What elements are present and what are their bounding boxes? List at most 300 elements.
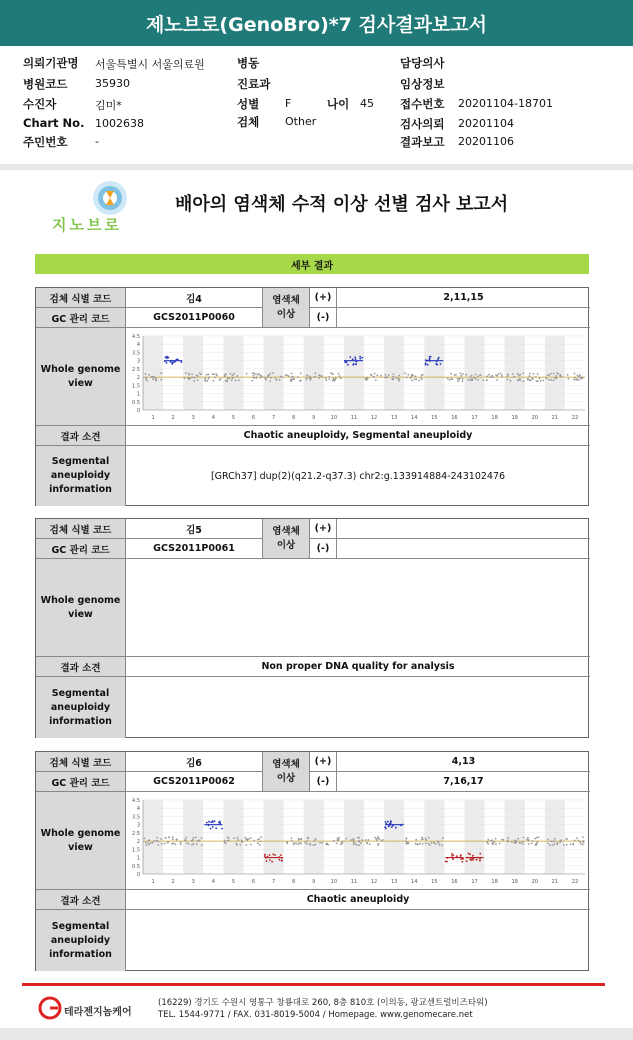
x-tick-label: 17 <box>471 878 478 885</box>
copy-number-point <box>272 372 274 374</box>
copy-number-point <box>415 838 417 840</box>
copy-number-point <box>261 375 263 377</box>
copy-number-point <box>272 853 274 855</box>
copy-number-point <box>344 361 346 363</box>
copy-number-point <box>408 842 410 844</box>
copy-number-point <box>358 836 360 838</box>
copy-number-point <box>507 839 509 841</box>
copy-number-point <box>226 840 228 842</box>
copy-number-point <box>529 372 531 374</box>
copy-number-point <box>523 843 525 845</box>
chromosome-band <box>304 800 324 874</box>
copy-number-point <box>548 374 550 376</box>
x-tick-label: 8 <box>292 414 296 421</box>
segmental-label-line2: aneuploidy <box>50 701 111 713</box>
chromosome-abnormality-label-line1: 염색체 <box>272 758 300 770</box>
copy-number-point <box>291 380 293 382</box>
copy-number-point <box>491 374 493 376</box>
copy-number-point <box>333 840 335 842</box>
chart-no-value: 1002638 <box>95 117 144 130</box>
copy-number-point <box>487 838 489 840</box>
copy-number-point <box>395 376 397 378</box>
copy-number-point <box>455 374 457 376</box>
copy-number-point <box>439 843 441 845</box>
copy-number-point <box>264 853 266 855</box>
report-date-value: 20201106 <box>458 135 514 148</box>
copy-number-point <box>425 842 427 844</box>
copy-number-point <box>518 379 520 381</box>
x-tick-label: 9 <box>312 414 316 421</box>
x-tick-label: 10 <box>330 414 338 421</box>
copy-number-point <box>270 376 272 378</box>
copy-number-point <box>440 363 442 365</box>
footer-contact: TEL. 1544-9771 / FAX. 031-8019-5004 / Homepage. www.genomecare.net <box>158 1010 473 1020</box>
copy-number-point <box>233 837 235 839</box>
copy-number-point <box>376 839 378 841</box>
section-label: 세부 결과 <box>290 260 334 272</box>
copy-number-point <box>150 842 152 844</box>
copy-number-point <box>468 852 470 854</box>
copy-number-point <box>510 379 512 381</box>
copy-number-point <box>361 356 363 358</box>
copy-number-point <box>260 836 262 838</box>
copy-number-point <box>487 840 489 842</box>
hospital-code-value: 35930 <box>95 77 130 90</box>
copy-number-point <box>476 858 478 860</box>
copy-number-point <box>548 378 550 380</box>
copy-number-point <box>309 375 311 377</box>
chromosome-band <box>344 336 364 410</box>
copy-number-point <box>148 843 150 845</box>
copy-number-point <box>529 375 531 377</box>
copy-number-point <box>471 379 473 381</box>
department-label: 진료과 <box>237 77 271 91</box>
copy-number-point <box>230 372 232 374</box>
copy-number-point <box>532 840 534 842</box>
copy-number-point <box>195 836 197 838</box>
specimen-label: 검체 <box>237 115 260 129</box>
copy-number-point <box>385 376 387 378</box>
copy-number-point <box>469 379 471 381</box>
copy-number-point <box>385 827 387 829</box>
copy-number-point <box>219 379 221 381</box>
copy-number-point <box>435 843 437 845</box>
copy-number-point <box>235 379 237 381</box>
x-tick-label: 1 <box>151 414 155 421</box>
copy-number-point <box>286 841 288 843</box>
copy-number-point <box>480 374 482 376</box>
report-title-bar <box>0 0 633 46</box>
copy-number-point <box>495 837 497 839</box>
copy-number-point <box>501 374 503 376</box>
copy-number-point <box>450 372 452 374</box>
specimen-id-label: 검체 식별 코드 <box>36 519 126 539</box>
copy-number-point <box>538 836 540 838</box>
copy-number-point <box>340 843 342 845</box>
finding-value: Non proper DNA quality for analysis <box>126 657 590 677</box>
copy-number-point <box>290 837 292 839</box>
copy-number-point <box>407 373 409 375</box>
copy-number-point <box>555 375 557 377</box>
gain-chromosomes <box>337 519 590 539</box>
copy-number-point <box>470 376 472 378</box>
whole-genome-label-line1: Whole genome <box>40 594 121 606</box>
segmental-value <box>126 910 590 971</box>
copy-number-point <box>171 363 173 365</box>
institution-label: 의뢰기관명 <box>23 56 79 70</box>
copy-number-point <box>421 378 423 380</box>
copy-number-point <box>540 379 542 381</box>
copy-number-point <box>338 836 340 838</box>
segmental-label <box>36 446 126 506</box>
copy-number-point <box>435 362 437 364</box>
copy-number-point <box>521 842 523 844</box>
copy-number-point <box>227 377 229 379</box>
copy-number-point <box>349 356 351 358</box>
chromosome-band <box>424 336 444 410</box>
copy-number-point <box>224 375 226 377</box>
x-tick-label: 6 <box>251 878 256 885</box>
copy-number-point <box>431 841 433 843</box>
institution-value: 서울특별시 서울의료원 <box>95 58 205 71</box>
x-tick-label: 15 <box>431 878 438 885</box>
copy-number-point <box>292 375 294 377</box>
copy-number-point <box>582 377 584 379</box>
copy-number-point <box>528 843 530 845</box>
x-tick-label: 1 <box>151 878 155 885</box>
doctor-label: 담당의사 <box>400 56 445 70</box>
finding-value: Chaotic aneuploidy, Segmental aneuploidy <box>126 426 590 446</box>
chromosome-abnormality-label <box>263 752 310 792</box>
copy-number-point <box>152 378 154 380</box>
copy-number-point <box>582 840 584 842</box>
finding-label: 결과 소견 <box>36 426 126 446</box>
copy-number-point <box>334 378 336 380</box>
copy-number-point <box>437 840 439 842</box>
copy-number-point <box>191 843 193 845</box>
chromosome-band <box>143 800 163 874</box>
copy-number-point <box>293 378 295 380</box>
copy-number-point <box>306 377 308 379</box>
x-tick-label: 19 <box>511 414 518 421</box>
copy-number-point <box>460 858 462 860</box>
copy-number-point <box>153 840 155 842</box>
copy-number-point <box>377 844 379 846</box>
copy-number-point <box>176 838 178 840</box>
copy-number-point <box>165 356 167 358</box>
specimen-value: Other <box>285 115 317 128</box>
copy-number-point <box>339 375 341 377</box>
copy-number-point <box>350 839 352 841</box>
copy-number-point <box>487 843 489 845</box>
y-tick-label: 4.5 <box>132 333 140 340</box>
segmental-label-line3: information <box>49 948 112 960</box>
x-tick-label: 11 <box>350 414 358 421</box>
copy-number-point <box>224 839 226 841</box>
copy-number-point <box>300 372 302 374</box>
copy-number-point <box>291 372 293 374</box>
copy-number-point <box>315 843 317 845</box>
chromosome-abnormality-label <box>263 288 310 328</box>
sample-panel <box>35 518 589 738</box>
copy-number-point <box>184 839 186 841</box>
copy-number-point <box>315 372 317 374</box>
copy-number-point <box>301 838 303 840</box>
chromosome-band <box>464 336 484 410</box>
y-tick-label: 0 <box>136 407 140 414</box>
copy-number-point <box>250 843 252 845</box>
copy-number-point <box>566 837 568 839</box>
copy-number-point <box>145 378 147 380</box>
copy-number-point <box>276 378 278 380</box>
x-tick-label: 3 <box>191 414 195 421</box>
copy-number-point <box>297 376 299 378</box>
copy-number-point <box>241 839 243 841</box>
copy-number-point <box>205 377 207 379</box>
copy-number-point <box>259 844 261 846</box>
resident-no-label: 주민번호 <box>23 135 68 149</box>
copy-number-point <box>493 841 495 843</box>
footer-address: (16229) 경기도 수원시 영통구 창룡대로 260, 8층 810호 (이의동, 광교센트럴비즈타워) <box>158 998 488 1008</box>
copy-number-point <box>365 839 367 841</box>
copy-number-point <box>269 380 271 382</box>
x-tick-label: 14 <box>411 878 418 885</box>
copy-number-point <box>188 372 190 374</box>
gain-label: (+) <box>310 752 337 772</box>
copy-number-point <box>462 380 464 382</box>
copy-number-point <box>507 378 509 380</box>
copy-number-point <box>208 377 210 379</box>
copy-number-point <box>161 842 163 844</box>
copy-number-point <box>281 859 283 861</box>
copy-number-point <box>244 836 246 838</box>
copy-number-point <box>221 827 223 829</box>
sample-panel <box>35 287 589 506</box>
x-tick-label: 7 <box>271 878 276 885</box>
copy-number-point <box>500 372 502 374</box>
copy-number-point <box>405 840 407 842</box>
x-tick-label: 2 <box>171 414 175 421</box>
copy-number-point <box>511 841 513 843</box>
copy-number-point <box>306 840 308 842</box>
segmental-label-line2: aneuploidy <box>50 934 111 946</box>
copy-number-point <box>577 374 579 376</box>
copy-number-point <box>193 380 195 382</box>
segmental-label-line1: Segmental <box>51 687 110 699</box>
copy-number-point <box>313 376 315 378</box>
copy-number-point <box>496 379 498 381</box>
segmental-label-line2: aneuploidy <box>50 470 111 481</box>
copy-number-point <box>527 836 529 838</box>
copy-number-point <box>210 827 212 829</box>
copy-number-point <box>477 378 479 380</box>
copy-number-point <box>537 373 539 375</box>
copy-number-point <box>507 373 509 375</box>
chromosome-band <box>223 800 243 874</box>
copy-number-point <box>148 373 150 375</box>
copy-number-point <box>210 821 212 823</box>
copy-number-point <box>152 841 154 843</box>
copy-number-point <box>252 379 254 381</box>
copy-number-point <box>379 838 381 840</box>
sample-panel <box>35 751 589 971</box>
chromosome-band <box>384 800 404 874</box>
y-tick-label: 3 <box>136 358 140 365</box>
copy-number-point <box>574 377 576 379</box>
x-tick-label: 20 <box>531 878 538 885</box>
copy-number-point <box>477 375 479 377</box>
copy-number-point <box>180 843 182 845</box>
copy-number-point <box>457 380 459 382</box>
copy-number-point <box>198 839 200 841</box>
copy-number-point <box>208 376 210 378</box>
copy-number-point <box>328 378 330 380</box>
logo-wordmark: 지노브로 <box>52 216 122 234</box>
copy-number-point <box>299 380 301 382</box>
chromosome-band <box>464 800 484 874</box>
finding-value: Chaotic aneuploidy <box>126 890 590 910</box>
copy-number-point <box>197 840 199 842</box>
copy-number-point <box>253 839 255 841</box>
copy-number-point <box>338 838 340 840</box>
chromosome-abnormality-label-line2: 이상 <box>276 772 296 784</box>
copy-number-point <box>145 373 147 375</box>
copy-number-point <box>415 375 417 377</box>
copy-number-point <box>449 378 451 380</box>
copy-number-point <box>523 836 525 838</box>
copy-number-point <box>266 860 268 862</box>
chromosome-abnormality-label-line2: 이상 <box>276 539 296 551</box>
chromosome-abnormality-label <box>263 519 310 559</box>
whole-genome-plot-cell <box>126 792 590 890</box>
copy-number-point <box>185 836 187 838</box>
copy-number-point <box>486 379 488 381</box>
copy-number-point <box>215 373 217 375</box>
copy-number-point <box>390 820 392 822</box>
copy-number-point <box>522 840 524 842</box>
copy-number-point <box>257 842 259 844</box>
whole-genome-label-line2: view <box>68 841 93 853</box>
specimen-id-value: 김6 <box>126 752 263 772</box>
copy-number-point <box>157 844 159 846</box>
x-tick-label: 14 <box>411 414 418 421</box>
copy-number-point <box>553 840 555 842</box>
copy-number-point <box>561 375 563 377</box>
copy-number-point <box>566 843 568 845</box>
copy-number-point <box>224 841 226 843</box>
copy-number-point <box>170 361 172 363</box>
copy-number-point <box>393 373 395 375</box>
copy-number-point <box>212 820 214 822</box>
section-header <box>35 254 589 274</box>
copy-number-point <box>274 854 276 856</box>
loss-chromosomes <box>337 308 590 328</box>
copy-number-point <box>250 837 252 839</box>
copy-number-point <box>405 842 407 844</box>
copy-number-point <box>452 854 454 856</box>
y-tick-label: 1 <box>136 855 140 862</box>
loss-chromosomes <box>337 539 590 559</box>
copy-number-point <box>563 844 565 846</box>
copy-number-point <box>193 836 195 838</box>
copy-number-point <box>306 842 308 844</box>
copy-number-point <box>489 376 491 378</box>
x-tick-label: 12 <box>370 878 378 885</box>
receipt-no-value: 20201104-18701 <box>458 97 553 110</box>
copy-number-point <box>214 820 216 822</box>
chromosome-band <box>223 336 243 410</box>
copy-number-point <box>233 372 235 374</box>
footer-company-name: 테라젠지놈케어 <box>64 1007 132 1018</box>
y-tick-label: 4.5 <box>132 797 140 804</box>
copy-number-point <box>352 363 354 365</box>
y-tick-label: 2 <box>136 838 140 845</box>
copy-number-point <box>574 839 576 841</box>
copy-number-point <box>304 841 306 843</box>
copy-number-point <box>180 841 182 843</box>
copy-number-point <box>466 860 468 862</box>
copy-number-point <box>313 840 315 842</box>
copy-number-point <box>531 842 533 844</box>
copy-number-point <box>245 844 247 846</box>
copy-number-point <box>488 373 490 375</box>
copy-number-point <box>236 375 238 377</box>
copy-number-point <box>340 377 342 379</box>
copy-number-point <box>579 841 581 843</box>
whole-genome-plot <box>127 794 589 888</box>
whole-genome-label-line1: Whole genome <box>40 827 121 839</box>
copy-number-point <box>353 843 355 845</box>
copy-number-point <box>206 821 208 823</box>
copy-number-point <box>578 839 580 841</box>
copy-number-point <box>537 841 539 843</box>
copy-number-point <box>338 372 340 374</box>
copy-number-point <box>196 843 198 845</box>
copy-number-point <box>527 378 529 380</box>
copy-number-point <box>205 380 207 382</box>
copy-number-point <box>355 363 357 365</box>
copy-number-point <box>237 839 239 841</box>
specimen-id-label: 검체 식별 코드 <box>36 288 126 308</box>
copy-number-point <box>560 839 562 841</box>
clinical-label: 임상정보 <box>400 77 445 91</box>
copy-number-point <box>573 843 575 845</box>
copy-number-point <box>228 836 230 838</box>
whole-genome-plot-cell <box>126 559 590 657</box>
copy-number-point <box>547 374 549 376</box>
copy-number-point <box>212 379 214 381</box>
copy-number-point <box>356 844 358 846</box>
copy-number-point <box>582 843 584 845</box>
copy-number-point <box>279 378 281 380</box>
request-date-value: 20201104 <box>458 117 514 130</box>
copy-number-point <box>536 836 538 838</box>
copy-number-point <box>522 380 524 382</box>
copy-number-point <box>374 372 376 374</box>
copy-number-point <box>232 374 234 376</box>
copy-number-point <box>512 373 514 375</box>
copy-number-point <box>189 377 191 379</box>
copy-number-point <box>146 379 148 381</box>
specimen-id-label: 검체 식별 코드 <box>36 752 126 772</box>
copy-number-point <box>461 860 463 862</box>
copy-number-point <box>264 377 266 379</box>
copy-number-point <box>467 378 469 380</box>
copy-number-point <box>346 837 348 839</box>
gc-code-value: GCS2011P0060 <box>126 308 263 328</box>
copy-number-point <box>398 374 400 376</box>
copy-number-point <box>330 372 332 374</box>
